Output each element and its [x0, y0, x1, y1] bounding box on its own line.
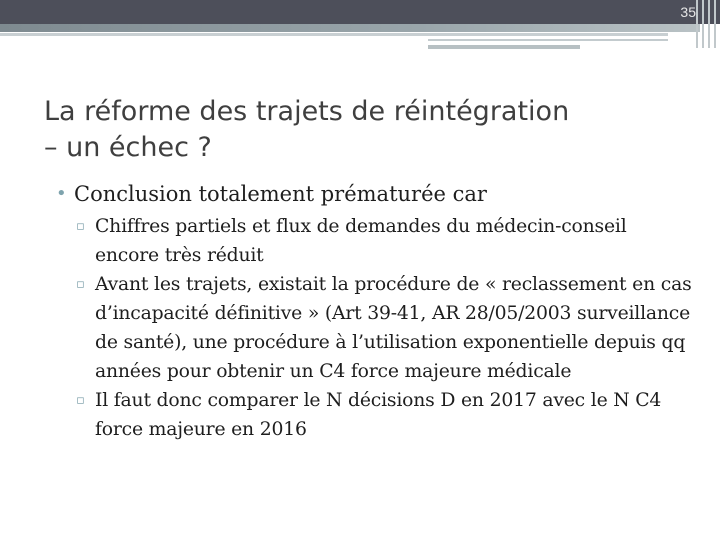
- header-stripe: [0, 24, 700, 32]
- sub-bullet-list: [56, 212, 696, 444]
- slide-title: [44, 94, 694, 166]
- decorative-line: [428, 45, 580, 49]
- sub-bullet-item: [56, 386, 696, 444]
- main-bullet: [56, 180, 696, 208]
- sub-bullet-text: Avant les trajets, existait la procédure de « reclassement en cas d’incapacité définitive » (Art 39-41, AR 28/05/2003 surveillance de santé), une procédure à l’utilisation exponentielle depuis qq années pour obtenir un C4 force majeure médicale: [95, 274, 692, 382]
- sub-bullet-icon: ▫: [76, 277, 85, 292]
- slide-title-line: La réforme des trajets de réintégration: [44, 96, 570, 127]
- sub-bullet-text: Il faut donc comparer le N décisions D en 2017 avec le N C4 force majeure en 2016: [95, 390, 662, 440]
- sub-bullet-item: [56, 270, 696, 386]
- bullet-list: [56, 180, 696, 444]
- decorative-rib: [708, 0, 710, 48]
- sub-bullet-item: [56, 212, 696, 270]
- sub-bullet-icon: ▫: [76, 219, 85, 234]
- header-band: [0, 0, 720, 24]
- decorative-rib: [702, 0, 704, 48]
- header-stripe-thin: [0, 33, 668, 36]
- main-bullet-text: Conclusion totalement prématurée car: [74, 182, 487, 206]
- slide-title-line: – un échec ?: [44, 132, 212, 163]
- decorative-rib: [696, 0, 698, 48]
- page-number: 35: [680, 4, 696, 20]
- decorative-rib: [714, 0, 716, 48]
- sub-bullet-text: Chiffres partiels et flux de demandes du médecin-conseil encore très réduit: [95, 216, 627, 266]
- sub-bullet-icon: ▫: [76, 393, 85, 408]
- bullet-icon: •: [56, 183, 67, 204]
- decorative-line: [428, 39, 668, 41]
